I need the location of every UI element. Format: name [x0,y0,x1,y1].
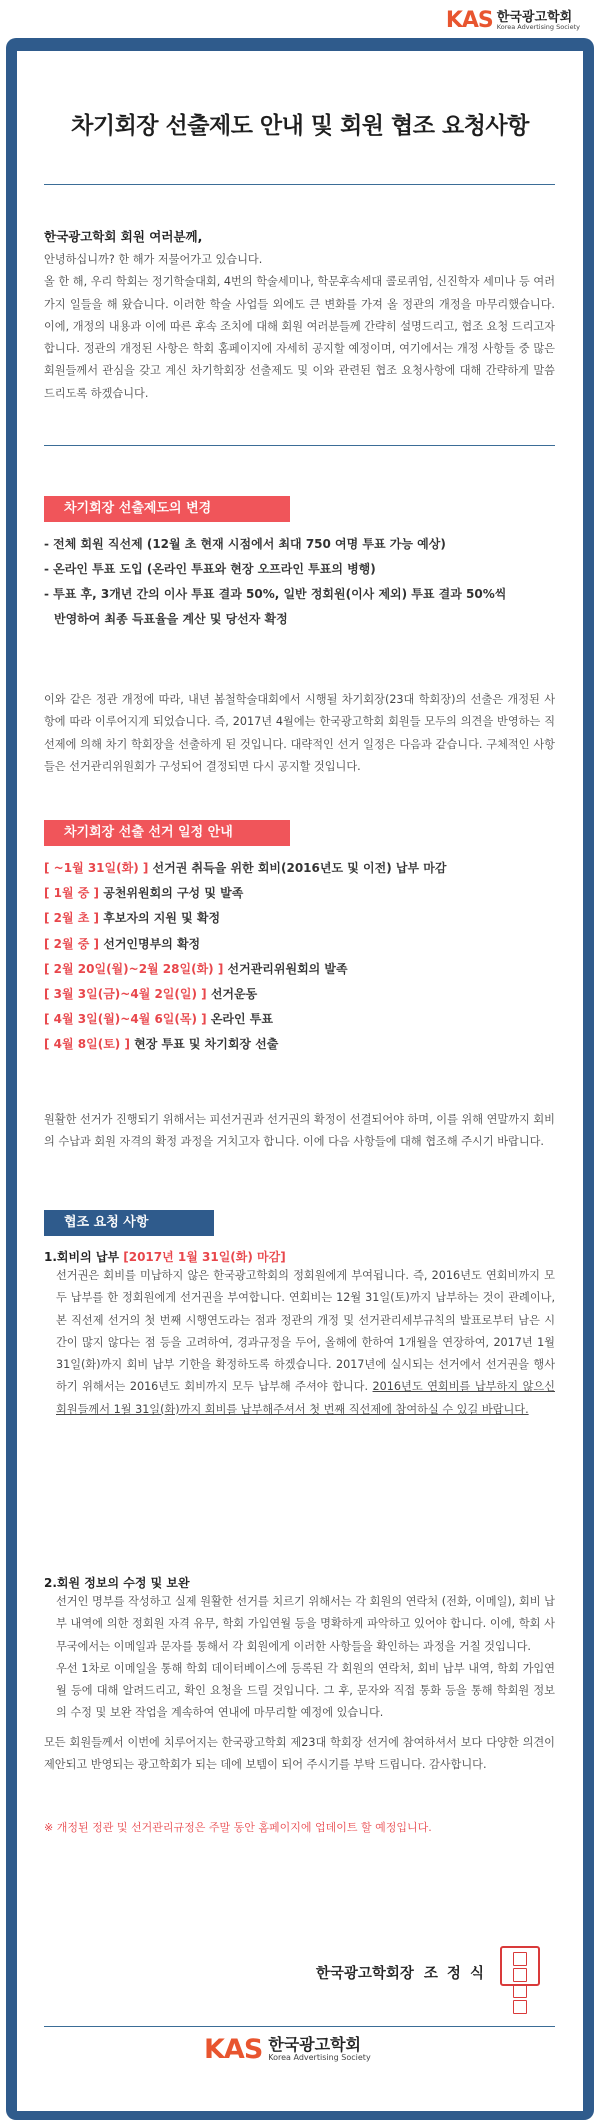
change-bullet-continued: 반영하여 최종 득표율을 계산 및 당선자 확정 [54,612,288,626]
page-title: 차기회장 선출제도 안내 및 회원 협조 요청사항 [71,113,529,139]
member-info-body-2: 우선 1차로 이메일을 통해 학회 데이터베이스에 등록된 각 회원의 연락처, 회비 납부 내역, 학회 가입연월 등에 대해 알려드리고, 확인 요청을 드릴 것입니다. 그 후, 문자와 직접 통화 등을 통해 학회원 정보의 수정 및 보완 작업을 계속하여 연내에 마무리할 예정에 있습니다. [56,1661,555,1720]
greeting: 한국광고학회 회원 여러분께, [44,229,203,244]
schedule-date: [ 4월 3일(월)~4월 6일(목) ] [44,1012,207,1027]
footer-org-name-en: Korea Advertising Society [268,2052,371,2062]
signature [316,1962,486,1983]
schedule-list [44,856,555,1058]
section-label-cooperation: 협조 요청 사항 [44,1210,214,1236]
change-bullet: - 전체 회원 직선제 (12월 초 현재 시점에서 최대 750 여명 투표 가능 예상) [44,537,446,551]
schedule-date: [ 1월 중 ] [44,886,100,901]
schedule-text: 현장 투표 및 차기회장 선출 [134,1037,279,1052]
org-name-ko: 한국광고학회 [496,9,573,25]
kas-footer-logo-mark: KAS [204,2034,263,2065]
schedule-text: 선거인명부의 확정 [103,936,201,951]
schedule-item [44,881,555,906]
schedule-item [44,932,555,957]
signature-name: 조 정 식 [423,1966,486,1982]
intro-text: 안녕하십니까? 한 해가 저물어가고 있습니다. 올 한 해, 우리 학회는 정기학술대회, 4번의 학술세미나, 학문후속세대 콜로퀴엄, 신진학자 세미나 등 여러 가지 일들을 해 왔습니다. 이러한 학술 사업들 외에도 큰 변화를 가져 올 정관의 개정을 마무리했습니다. 이에, 개정의 내용과 이에 따른 후속 조치에 대해 회원 여러분들께 간략히 설명드리고, 협조 요청 드리고자 합니다. 정관의 개정된 사항은 학회 홈페이지에 자세히 공지할 예정이며, 여기에서는 개정 사항들 중 많은 회원들께서 관심을 갖고 계신 차기학회장 선출제도 및 이와 관련된 협조 요청사항에 대해 간략하게 말씀 드리도록 하겠습니다. [44,253,555,400]
divider [44,2026,555,2027]
letter-card [17,51,583,2111]
section-label-schedule: 차기회장 선출 선거 일정 안내 [44,820,290,846]
dues-body [44,1265,555,1421]
closing-paragraph: 모든 회원들께서 이번에 치루어지는 한국광고학회 제23대 학회장 선거에 참여하셔서 보다 다양한 의견이 제안되고 반영되는 광고학회가 되는 데에 보템이 되어 주시기를 부탁 드립니다. 감사합니다. [44,1736,555,1772]
schedule-text: 공천위원회의 구성 및 발족 [103,886,244,901]
change-bullet-list [44,532,555,632]
schedule-date: [ 2월 초 ] [44,911,100,926]
schedule-item [44,957,555,982]
cooperation-item-heading [44,1248,555,1265]
schedule-text: 선거관리위원회의 발족 [227,961,348,976]
kas-logo[interactable] [446,10,580,32]
intro-paragraph [44,249,555,405]
schedule-item [44,906,555,931]
dues-underlined-text: 2016년도 연회비를 납부하지 않으신 회원들께서 1월 31일(화)까지 회비를 납부해주셔서 첫 번째 직선제에 참여하실 수 있길 바랍니다. [56,1380,555,1416]
schedule-text: 후보자의 지원 및 확정 [103,911,221,926]
schedule-date: [ 3월 3일(금)~4월 2일(일) ] [44,987,207,1002]
update-note: ※ 개정된 정관 및 선거관리규정은 주말 동안 홈페이지에 업데이트 할 예정입니다. [44,1821,432,1834]
after-change-paragraph: 이와 같은 정관 개정에 따라, 내년 봄철학술대회에서 시행될 차기회장(23대 학회장)의 선출은 개정된 사항에 따라 이루어지게 되었습니다. 즉, 2017년 4월에는 한국광고학회 회원들 모두의 의견을 반영하는 직선제에 의해 차기 학회장을 선출하게 된 것입니다. 대략적인 선거 일정은 다음과 같습니다. 구체적인 사항들은 선거관리위원회가 구성되어 결정되면 다시 공지할 것입니다. [44,693,555,773]
footer-org-name-ko: 한국광고학회 [268,2034,362,2054]
change-bullet: - 투표 후, 3개년 간의 이사 투표 결과 50%, 일반 정회원(이사 제외) 투표 결과 50%씩 [44,587,507,601]
dues-title: 1.회비의 납부 [44,1250,120,1264]
member-info-title: 2.회원 정보의 수정 및 보완 [44,1576,190,1590]
member-info-body-1: 선거인 명부를 작성하고 실제 원활한 선거를 치르기 위해서는 각 회원의 연락처 (전화, 이메일), 회비 납부 내역에 의한 정회원 자격 유무, 학회 가입연월 등을 명확하게 파악하고 있어야 합니다. 이에, 학회 사무국에서는 이메일과 문자를 통해서 각 회원에게 이러한 사항들을 확인하는 과정을 거칠 것입니다. [56,1595,555,1653]
schedule-item [44,856,555,881]
schedule-date: [ 2월 20일(월)~2월 28일(화) ] [44,961,224,976]
pre-cooperation-paragraph: 원활한 선거가 진행되기 위해서는 피선거권과 선거권의 확정이 선결되어야 하며, 이를 위해 연말까지 회비의 수납과 회원 자격의 확정 과정을 거치고자 합니다. 이에 다음 사항들에 대해 협조해 주시기 바랍니다. [44,1113,555,1149]
schedule-date: [ 2월 중 ] [44,936,100,951]
section-label-election-change: 차기회장 선출제도의 변경 [44,496,290,522]
schedule-text: 온라인 투표 [210,1012,273,1027]
top-bar [0,0,600,38]
cooperation-item-dues [44,1248,555,1421]
schedule-text: 선거운동 [210,987,258,1002]
kas-footer-logo[interactable] [204,2036,371,2063]
kas-logo-mark: KAS [445,8,493,33]
schedule-item [44,1007,555,1032]
official-seal [500,1946,540,1986]
schedule-date: [ 4월 8일(토) ] [44,1037,130,1052]
divider [44,445,555,446]
org-name-en: Korea Advertising Society [496,23,580,32]
signature-title: 한국광고학회장 [315,1966,414,1982]
divider [44,184,555,185]
dues-deadline: [2017년 1월 31일(화) 마감] [123,1250,286,1264]
schedule-date: [ ~1월 31일(화) ] [44,861,149,875]
dues-text: 선거권은 회비를 미납하지 않은 한국광고학회의 정회원에게 부여됩니다. 즉, 2016년도 연회비까지 모두 납부를 한 정회원에게 선거권을 부여합니다. 연회비는 12월 31일(토)까지 납부하는 것이 관례이나, 본 직선제 선거의 첫 번째 시행연도라는 점과 정관의 개정 및 선거관리세부규칙의 발표로부터 남은 시간이 많지 않다는 점 등을 고려하여, 경과규정을 두어, 올해에 한하여 1개월을 연장하여, 2017년 1월 31일(화)까지 회비 납부 기한을 확정하도록 하겠습니다. 2017년에 실시되는 선거에서 선거권을 행사하기 위해서는 2016년도 회비까지 모두 납부해 주셔야 합니다. [56,1269,555,1394]
schedule-text: 선거권 취득을 위한 회비(2016년도 및 이전) 납부 마감 [152,861,447,875]
cooperation-item-member-info [44,1574,555,1725]
change-bullet: - 온라인 투표 도입 (온라인 투표와 현장 오프라인 투표의 병행) [44,562,376,576]
schedule-item [44,1032,555,1057]
schedule-item [44,982,555,1007]
